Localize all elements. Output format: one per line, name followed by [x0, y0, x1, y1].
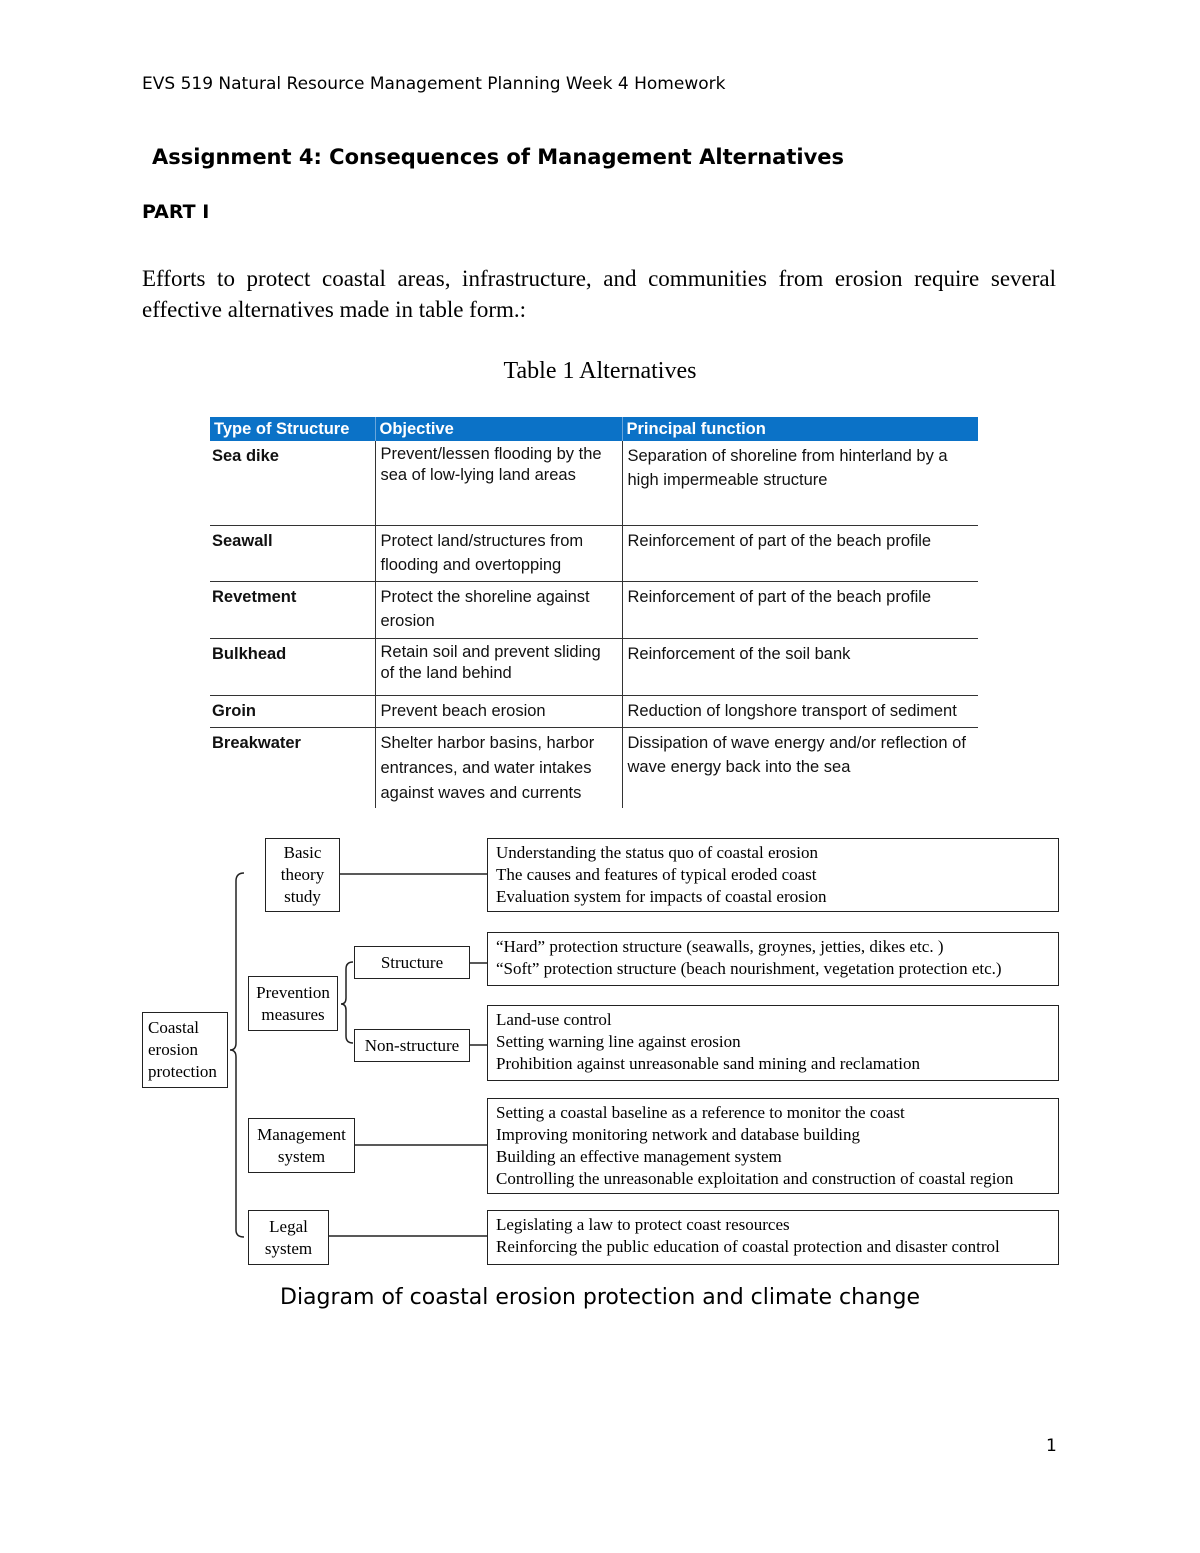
cell-objective: Protect land/structures from flooding and overtopping: [375, 525, 622, 581]
cell-function: Reinforcement of the soil bank: [622, 638, 978, 695]
list-item: The causes and features of typical eroded coast: [496, 865, 817, 884]
prevention-box: [248, 976, 338, 1031]
cell-objective: Prevent/lessen flooding by the sea of low-lying land areas: [375, 441, 622, 525]
basic-theory-label: Basic theory study: [280, 843, 325, 906]
list-item: Understanding the status quo of coastal erosion: [496, 843, 818, 862]
cell-objective: Prevent beach erosion: [375, 695, 622, 727]
cell-objective: Protect the shoreline against erosion: [375, 581, 622, 638]
structure-items-box: [487, 932, 1059, 986]
structure-box: [354, 946, 470, 979]
cell-function: Separation of shoreline from hinterland by a high impermeable structure: [622, 441, 978, 525]
intro-paragraph: Efforts to protect coastal areas, infrastructure, and communities from erosion require several effective alternatives made in table form.:: [142, 266, 1056, 322]
cell-type: Sea dike: [210, 441, 375, 525]
list-item: Setting warning line against erosion: [496, 1032, 741, 1051]
list-item: Reinforcing the public education of coastal protection and disaster control: [496, 1237, 1000, 1256]
prevention-brace: [341, 962, 353, 1043]
cell-objective: Retain soil and prevent sliding of the land behind: [375, 638, 622, 695]
basic-theory-items-box: [487, 838, 1059, 912]
diagram-root-label: Coastal erosion protection: [148, 1018, 217, 1081]
non-structure-label: Non-structure: [364, 1035, 460, 1055]
cell-function: Reinforcement of part of the beach profile: [622, 581, 978, 638]
management-label: Management system: [257, 1124, 346, 1166]
main-brace: [230, 873, 244, 1237]
header-function: Principal function: [622, 417, 978, 441]
cell-function: Reduction of longshore transport of sediment: [622, 695, 978, 727]
cell-objective: Shelter harbor basins, harbor entrances, and water intakes against waves and currents: [375, 727, 622, 808]
cell-function: Dissipation of wave energy and/or reflection of wave energy back into the sea: [627, 733, 966, 776]
cell-type: Groin: [210, 695, 375, 727]
list-item: Improving monitoring network and database building: [496, 1125, 861, 1144]
prevention-label: Prevention measures: [256, 982, 330, 1024]
header-objective: Objective: [375, 417, 622, 441]
diagram-root-box: [142, 1012, 228, 1088]
cell-type: Breakwater: [212, 733, 301, 752]
header-type: Type of Structure: [210, 417, 375, 441]
table-caption: Table 1 Alternatives: [503, 358, 697, 384]
list-item: Legislating a law to protect coast resources: [496, 1215, 790, 1234]
list-item: Prohibition against unreasonable sand mining and reclamation: [496, 1054, 920, 1073]
legal-box: [248, 1210, 329, 1265]
legal-items-box: [487, 1210, 1059, 1265]
page-number: 1: [1046, 1436, 1057, 1456]
cell-type: Seawall: [210, 525, 375, 581]
running-header: EVS 519 Natural Resource Management Planning Week 4 Homework: [142, 74, 726, 94]
list-item: “Hard” protection structure (seawalls, groynes, jetties, dikes etc. ): [496, 937, 944, 956]
list-item: Controlling the unreasonable exploitation and construction of coastal region: [496, 1169, 1014, 1188]
list-item: Building an effective management system: [496, 1147, 782, 1166]
cell-type: Revetment: [210, 581, 375, 638]
list-item: Setting a coastal baseline as a reference to monitor the coast: [496, 1103, 905, 1122]
list-item: Land-use control: [496, 1010, 612, 1029]
non-structure-items-box: [487, 1005, 1059, 1081]
part-heading: PART I: [142, 201, 210, 223]
cell-type: Bulkhead: [210, 638, 375, 695]
cell-function: Reinforcement of part of the beach profile: [622, 525, 978, 581]
management-items-box: [487, 1098, 1059, 1194]
legal-label: Legal system: [264, 1216, 313, 1258]
management-box: [248, 1118, 355, 1173]
structure-label: Structure: [380, 952, 444, 972]
list-item: “Soft” protection structure (beach nourishment, vegetation protection etc.): [496, 959, 1002, 978]
diagram-caption: Diagram of coastal erosion protection and climate change: [280, 1285, 920, 1310]
non-structure-box: [354, 1029, 470, 1062]
list-item: Evaluation system for impacts of coastal erosion: [496, 887, 827, 906]
assignment-title: Assignment 4: Consequences of Management Alternatives: [152, 145, 845, 169]
basic-theory-box: [265, 838, 340, 912]
